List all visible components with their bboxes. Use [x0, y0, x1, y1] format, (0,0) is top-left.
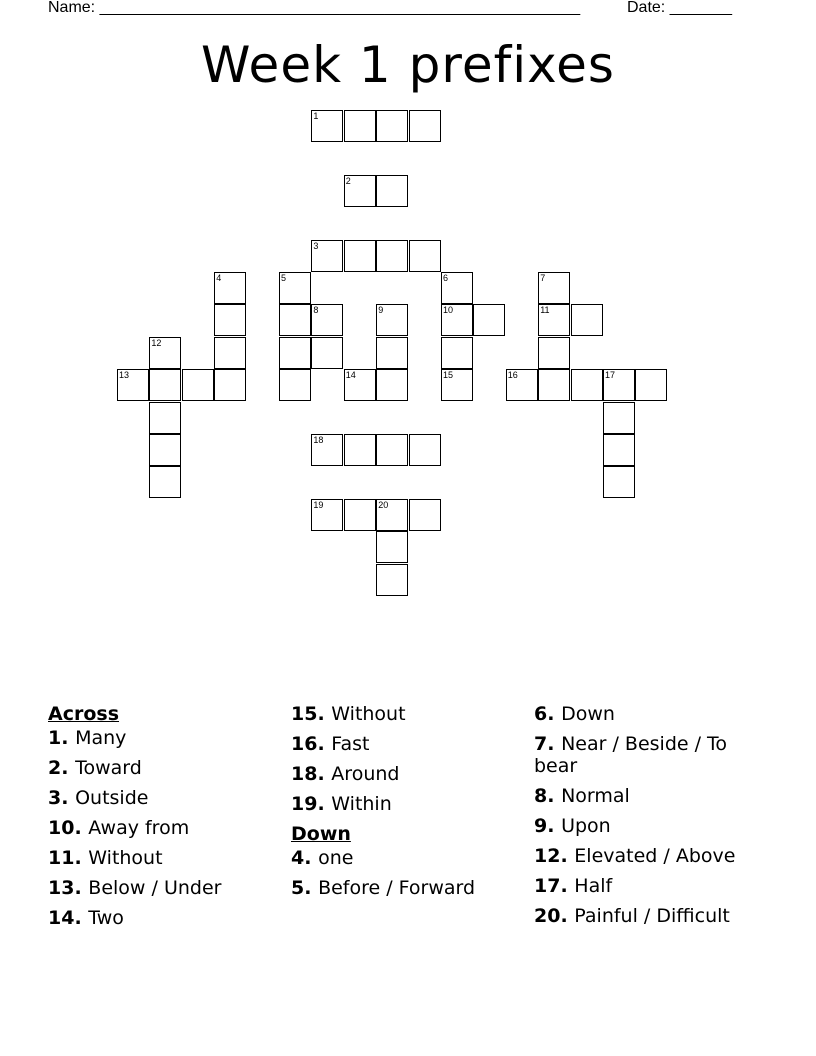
- crossword-cell[interactable]: [149, 337, 181, 369]
- clue-number: 1: [313, 111, 319, 121]
- clue-number: 3: [48, 787, 62, 809]
- crossword-cell[interactable]: [376, 564, 408, 596]
- clue-column-3: [534, 703, 774, 935]
- clue-separator: .: [560, 905, 575, 927]
- clue-item: [534, 845, 774, 867]
- crossword-cell[interactable]: [376, 337, 408, 369]
- clue-number: 10: [48, 817, 75, 839]
- clue-number: 18: [313, 435, 324, 445]
- clue-number: 8: [534, 785, 548, 807]
- clue-column-1: [48, 703, 278, 937]
- crossword-cell[interactable]: [344, 369, 376, 401]
- clue-separator: .: [560, 875, 575, 897]
- crossword-cell[interactable]: [603, 466, 635, 498]
- clue-separator: .: [74, 877, 89, 899]
- name-field[interactable]: Name: ______________________________________________________: [48, 0, 581, 16]
- clue-text: Upon: [561, 815, 611, 837]
- crossword-cell[interactable]: [506, 369, 538, 401]
- crossword-cell[interactable]: [149, 369, 181, 401]
- crossword-cell[interactable]: [279, 337, 311, 369]
- crossword-cell[interactable]: [538, 337, 570, 369]
- clue-number: 6: [534, 703, 548, 725]
- clue-column-2: [291, 703, 521, 907]
- clue-number: 12: [534, 845, 561, 867]
- clue-separator: .: [304, 877, 319, 899]
- clue-text: Painful / Difficult: [574, 905, 730, 927]
- crossword-cell[interactable]: [376, 110, 408, 142]
- crossword-cell[interactable]: [538, 272, 570, 304]
- crossword-cell[interactable]: [409, 110, 441, 142]
- clue-item: [48, 877, 278, 899]
- clue-item: [48, 907, 278, 929]
- clue-item: [291, 847, 521, 869]
- clue-item: [534, 815, 774, 837]
- clue-separator: .: [317, 703, 332, 725]
- clue-item: [534, 905, 774, 927]
- clue-separator: .: [317, 733, 332, 755]
- clue-item: [48, 757, 278, 779]
- clue-heading-down: Down: [291, 823, 351, 845]
- clue-separator: .: [74, 907, 89, 929]
- clue-item: [534, 703, 774, 725]
- clue-item: [291, 877, 521, 899]
- crossword-cell[interactable]: [603, 434, 635, 466]
- crossword-cell[interactable]: [538, 369, 570, 401]
- clue-number: 6: [443, 273, 449, 283]
- clue-item: [291, 733, 521, 755]
- clue-text: Many: [75, 727, 127, 749]
- clue-item: [534, 733, 774, 777]
- crossword-cell[interactable]: [571, 304, 603, 336]
- clue-number: 4: [291, 847, 305, 869]
- clue-text: Toward: [75, 757, 142, 779]
- crossword-cell[interactable]: [279, 369, 311, 401]
- crossword-cell[interactable]: [311, 110, 343, 142]
- clue-separator: .: [560, 845, 575, 867]
- clue-separator: .: [74, 847, 89, 869]
- crossword-cell[interactable]: [376, 240, 408, 272]
- crossword-cell[interactable]: [149, 434, 181, 466]
- crossword-cell[interactable]: [376, 531, 408, 563]
- clue-text: Below / Under: [88, 877, 222, 899]
- crossword-cell[interactable]: [409, 434, 441, 466]
- clue-separator: .: [547, 785, 562, 807]
- clue-number: 14: [345, 370, 356, 381]
- clue-separator: .: [74, 817, 89, 839]
- clue-text: Down: [561, 703, 615, 725]
- clue-text: Half: [574, 875, 613, 897]
- clue-separator: .: [547, 733, 562, 755]
- clue-separator: .: [61, 727, 76, 749]
- crossword-cell[interactable]: [311, 337, 343, 369]
- clue-number: 13: [119, 370, 130, 381]
- crossword-cell[interactable]: [279, 304, 311, 336]
- clue-number: 20: [534, 905, 561, 927]
- clue-item: [48, 727, 278, 749]
- clue-number: 15: [443, 370, 454, 381]
- crossword-cell[interactable]: [344, 499, 376, 531]
- clue-number: 13: [48, 877, 75, 899]
- clue-number: 15: [291, 703, 318, 725]
- crossword-cell[interactable]: [603, 369, 635, 401]
- clue-number: 1: [48, 727, 62, 749]
- crossword-cell[interactable]: [603, 402, 635, 434]
- clue-number: 19: [291, 793, 318, 815]
- clue-text: Without: [331, 703, 406, 725]
- crossword-cell[interactable]: [311, 434, 343, 466]
- crossword-cell[interactable]: [149, 466, 181, 498]
- clue-number: 9: [378, 305, 384, 316]
- clue-number: 19: [313, 499, 324, 510]
- crossword-cell[interactable]: [117, 369, 149, 401]
- clue-text: Before / Forward: [318, 877, 476, 899]
- clue-number: 14: [48, 907, 75, 929]
- clue-text: Near / Beside / To bear: [534, 733, 728, 777]
- crossword-cell[interactable]: [214, 337, 246, 369]
- clue-number: 10: [443, 305, 454, 316]
- clue-separator: .: [61, 787, 76, 809]
- crossword-cell[interactable]: [376, 304, 408, 336]
- clue-item: [48, 787, 278, 809]
- crossword-cell[interactable]: [311, 499, 343, 531]
- clue-number: 18: [291, 763, 318, 785]
- clue-text: Elevated / Above: [574, 845, 736, 867]
- clue-item: [291, 703, 521, 725]
- clue-text: Fast: [331, 733, 370, 755]
- crossword-cell[interactable]: [441, 272, 473, 304]
- clue-number: 17: [534, 875, 561, 897]
- clue-separator: .: [304, 847, 319, 869]
- clue-text: Away from: [88, 817, 190, 839]
- clue-heading-across: Across: [48, 703, 120, 725]
- clue-number: 9: [534, 815, 548, 837]
- clue-text: Around: [331, 763, 400, 785]
- clue-number: 7: [540, 273, 546, 283]
- clue-number: 16: [507, 370, 518, 381]
- clue-number: 7: [534, 733, 548, 755]
- clue-text: Outside: [75, 787, 149, 809]
- clue-text: Without: [88, 847, 163, 869]
- clue-number: 5: [281, 273, 287, 283]
- clue-number: 2: [345, 175, 351, 186]
- crossword-cell[interactable]: [344, 175, 376, 207]
- crossword-cell[interactable]: [344, 434, 376, 466]
- clue-separator: .: [547, 815, 562, 837]
- crossword-cell[interactable]: [409, 499, 441, 531]
- crossword-cell[interactable]: [182, 369, 214, 401]
- crossword-cell[interactable]: [344, 240, 376, 272]
- crossword-cell[interactable]: [441, 304, 473, 336]
- clue-number: 11: [48, 847, 75, 869]
- crossword-cell[interactable]: [214, 304, 246, 336]
- crossword-cell[interactable]: [473, 304, 505, 336]
- crossword-cell[interactable]: [635, 369, 667, 401]
- crossword-cell[interactable]: [376, 434, 408, 466]
- clue-number: 3: [313, 240, 319, 251]
- crossword-cell[interactable]: [344, 110, 376, 142]
- clue-number: 20: [378, 499, 389, 510]
- clue-text: Two: [88, 907, 124, 929]
- clue-number: 8: [313, 305, 319, 316]
- clue-separator: .: [317, 763, 332, 785]
- crossword-cell[interactable]: [441, 369, 473, 401]
- clue-separator: .: [317, 793, 332, 815]
- clue-number: 12: [151, 337, 162, 348]
- crossword-cell[interactable]: [538, 304, 570, 336]
- crossword-cell[interactable]: [376, 499, 408, 531]
- crossword-cell[interactable]: [279, 272, 311, 304]
- crossword-cell[interactable]: [441, 337, 473, 369]
- clue-number: 2: [48, 757, 62, 779]
- clue-text: one: [318, 847, 354, 869]
- page-title: Week 1 prefixes: [201, 36, 615, 94]
- crossword-cell[interactable]: [214, 369, 246, 401]
- clue-item: [534, 785, 774, 807]
- crossword-cell[interactable]: [409, 240, 441, 272]
- clue-item: [48, 817, 278, 839]
- clue-text: Within: [331, 793, 392, 815]
- crossword-cell[interactable]: [311, 240, 343, 272]
- clue-item: [48, 847, 278, 869]
- clue-item: [534, 875, 774, 897]
- crossword-cell[interactable]: [214, 272, 246, 304]
- clue-number: 17: [605, 370, 616, 381]
- crossword-cell[interactable]: [376, 369, 408, 401]
- clue-separator: .: [547, 703, 562, 725]
- crossword-cell[interactable]: [311, 304, 343, 336]
- clue-separator: .: [61, 757, 76, 779]
- clue-number: 11: [540, 305, 550, 316]
- clue-item: [291, 763, 521, 785]
- clue-item: [291, 793, 521, 815]
- crossword-cell[interactable]: [376, 175, 408, 207]
- date-field[interactable]: Date: _______: [627, 0, 732, 16]
- clue-number: 4: [216, 273, 222, 283]
- clue-text: Normal: [561, 785, 630, 807]
- crossword-cell[interactable]: [149, 402, 181, 434]
- crossword-cell[interactable]: [571, 369, 603, 401]
- clue-number: 16: [291, 733, 318, 755]
- clue-number: 5: [291, 877, 305, 899]
